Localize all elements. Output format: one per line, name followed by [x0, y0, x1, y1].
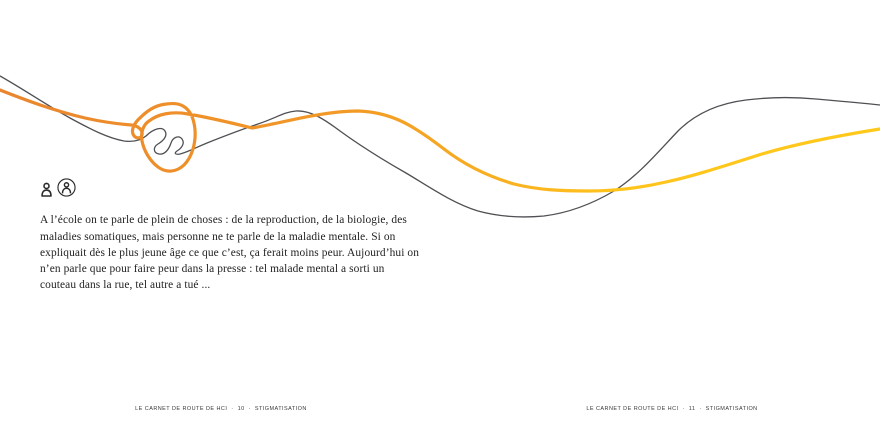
footer-separator: · — [231, 406, 234, 412]
booklet-title: LE CARNET DE ROUTE DE HCI — [135, 406, 228, 412]
orange-yellow-line — [0, 90, 880, 191]
footer-separator: · — [699, 406, 702, 412]
footer-right — [480, 406, 864, 412]
footer-separator: · — [248, 406, 251, 412]
person-icon — [40, 182, 53, 197]
section-label: STIGMATISATION — [705, 406, 758, 412]
footer-separator: · — [682, 406, 685, 412]
footer-left — [40, 406, 402, 412]
booklet-title: LE CARNET DE ROUTE DE HCI — [586, 406, 679, 412]
gray-line — [0, 76, 880, 217]
section-label: STIGMATISATION — [254, 406, 307, 412]
person-in-circle-icon — [57, 178, 76, 197]
speaker-icons — [40, 177, 76, 197]
page-number: 11 — [688, 406, 696, 412]
quote-paragraph: A l’école on te parle de plein de choses : de la reproduction, de la biologie, des maladies somatiques, mais personne ne te parle de la maladie mentale. Si on expliquait dès le plus jeune âge ce que c’est, ça ferait moins peur. Aujourd’hui on n’en parle que pour faire peur dans la presse : tel malade mental a sorti un couteau dans la rue, tel autre a tué ... — [40, 214, 420, 292]
page-number: 10 — [237, 406, 245, 412]
